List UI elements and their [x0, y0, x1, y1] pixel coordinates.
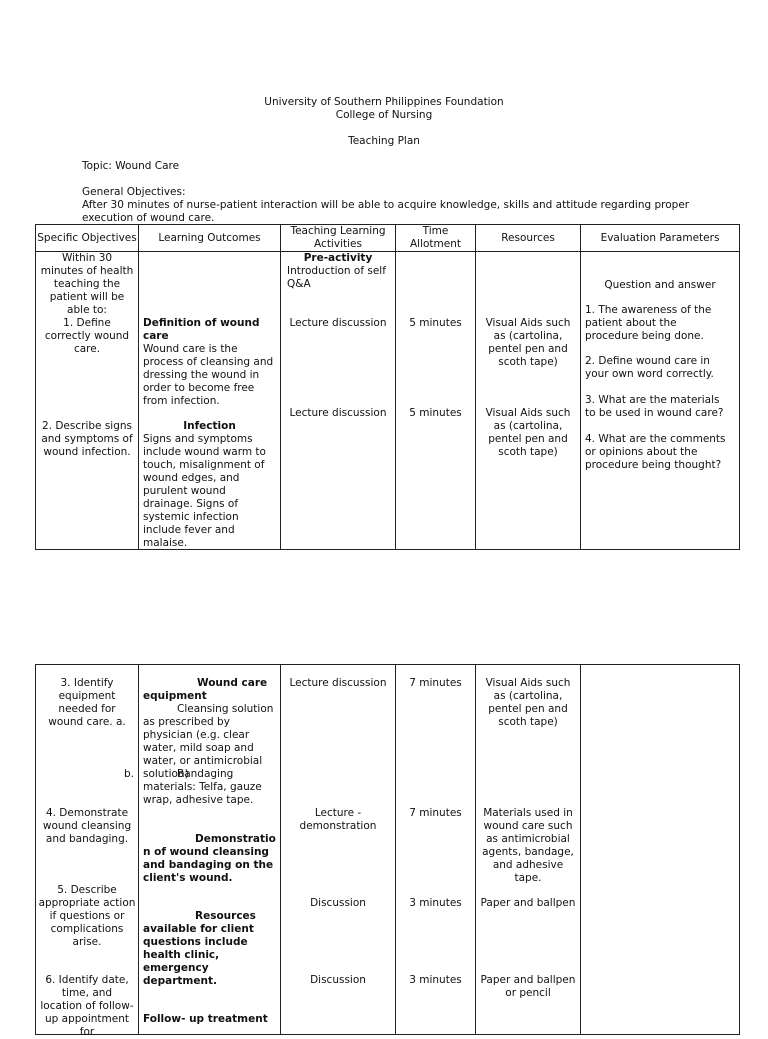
teaching-plan-table-page1 [35, 224, 740, 550]
evaluation-item-4: 4. What are the comments or opinions about the procedure being thought? [585, 433, 726, 471]
resources-1: Visual Aids such as (cartolina, pentel pen and scoth tape) [485, 317, 571, 368]
infection-text: Signs and symptoms include wound warm to touch, misalignment of wound edges, and purulent wound drainage. Signs of systemic infection include fever and malaise. [143, 433, 266, 549]
col-resources: Resources [476, 225, 581, 252]
resources-available-text: Resources available for client questions include health clinic, emergency department. [143, 910, 256, 987]
objectives-intro: Within 30 minutes of health teaching the patient will be able to: [40, 252, 134, 316]
resources-3: Visual Aids such as (cartolina, pentel pen and scoth tape) [485, 677, 571, 728]
objective-3: 3. Identify equipment needed for wound care. a. [48, 677, 126, 728]
activity-5: Discussion [310, 897, 366, 909]
time-2: 5 minutes [409, 407, 462, 419]
activity-3: Lecture discussion [289, 677, 387, 689]
time-6: 3 minutes [409, 974, 462, 986]
general-objectives-label: General Objectives: [82, 186, 186, 198]
evaluation-item-3: 3. What are the materials to be used in wound care? [585, 394, 724, 419]
time-4: 7 minutes [409, 807, 462, 819]
resources-5: Paper and ballpen [480, 897, 576, 909]
evaluation-item-2: 2. Define wound care in your own word correctly. [585, 355, 714, 380]
document-title: Teaching Plan [348, 135, 420, 147]
objective-2: 2. Describe signs and symptoms of wound infection. [41, 420, 133, 458]
objective-5: 5. Describe appropriate action if questions or complications arise. [38, 884, 136, 948]
equipment-item-a: Cleansing solution as prescribed by physician (e.g. clear water, mild soap and water, or antimicrobial solution) [143, 703, 274, 780]
col-teaching-activities: Teaching Learning Activities [281, 225, 396, 252]
definition-text: Wound care is the process of cleansing and dressing the wound in order to become free from infection. [143, 343, 274, 407]
col-time-allotment: Time Allotment [396, 225, 476, 252]
equipment-item-b: Bandaging materials: Telfa, gauze wrap, adhesive tape. [143, 768, 262, 806]
activity-2: Lecture discussion [289, 407, 387, 419]
time-3: 7 minutes [409, 677, 462, 689]
infection-title: Infection [183, 420, 236, 432]
pre-activity-text: Introduction of self Q&A [287, 265, 386, 290]
equipment-title: Wound care equipment [143, 677, 268, 702]
teaching-plan-table-page2 [35, 664, 740, 1038]
col-specific-objectives: Specific Objectives [36, 225, 139, 252]
activity-4: Lecture - demonstration [299, 807, 377, 832]
follow-up-title: Follow- up treatment [143, 1013, 268, 1025]
objective-4: 4. Demonstrate wound cleansing and bandaging. [42, 807, 132, 845]
evaluation-heading: Question and answer [604, 279, 716, 291]
evaluation-item-1: 1. The awareness of the patient about the procedure being done. [585, 304, 712, 342]
objective-1: 1. Define correctly wound care. [44, 317, 130, 355]
activity-6: Discussion [310, 974, 366, 986]
resources-2: Visual Aids such as (cartolina, pentel pen and scoth tape) [485, 407, 571, 458]
topic-line: Topic: Wound Care [82, 160, 180, 172]
resources-4: Materials used in wound care such as antimicrobial agents, bandage, and adhesive tape. [482, 807, 574, 884]
college-name: College of Nursing [335, 109, 433, 121]
demonstration-text: Demonstration of wound cleansing and bandaging on the client's wound. [143, 833, 276, 884]
pre-activity-title: Pre-activity [303, 252, 373, 264]
university-name: University of Southern Philippines Foundation [264, 96, 504, 108]
time-1: 5 minutes [409, 317, 462, 329]
col-learning-outcomes: Learning Outcomes [139, 225, 281, 252]
col-evaluation-parameters: Evaluation Parameters [581, 225, 740, 252]
definition-title: Definition of wound care [143, 317, 260, 342]
general-objectives-text: After 30 minutes of nurse-patient interaction will be able to acquire knowledge, skills and attitude regarding proper execution of wound care. [82, 199, 690, 223]
objective-6: 6. Identify date, time, and location of follow- up appointment for [40, 974, 134, 1038]
time-5: 3 minutes [409, 897, 462, 909]
activity-1: Lecture discussion [289, 317, 387, 329]
resources-6: Paper and ballpen or pencil [480, 974, 576, 999]
objective-3-b: b. [123, 768, 134, 780]
